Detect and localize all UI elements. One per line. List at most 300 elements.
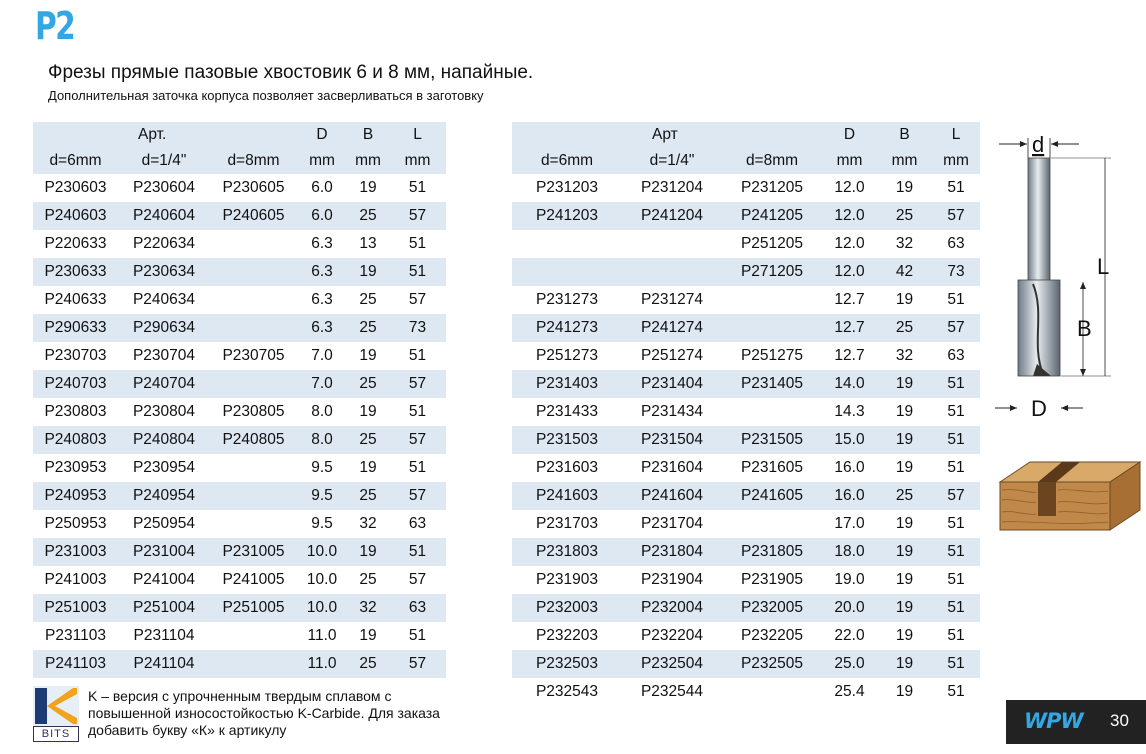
table-row [512,566,980,594]
cell-l: 51 [947,683,965,700]
dim-label-D: D [1031,396,1047,421]
cell-art-d8 [722,314,822,342]
cell-art-d6: P231003 [33,538,118,566]
cell-d: 12.7 [822,314,877,342]
table-row [512,482,980,510]
cell-art-d8: P271205 [722,258,822,286]
cell-l: 51 [932,370,980,398]
table-row [33,174,446,202]
cell-art-d14: P230634 [118,258,210,286]
table-header-row [512,122,980,148]
cell-art-d6: P290633 [33,314,118,342]
table-row [512,370,980,398]
table-row [512,678,980,706]
table-row [33,510,446,538]
cell-l: 57 [389,426,446,454]
cell-d: 12.7 [834,291,865,308]
cell-b: 25 [347,650,389,678]
cell-d: 25.4 [834,683,865,700]
cell-b: 19 [347,258,389,286]
cell-b: 25 [359,571,377,588]
cell-art-d14 [622,258,722,286]
cell-art-d8 [722,286,822,314]
cell-l: 57 [389,650,446,678]
header-b: B [347,122,389,148]
cell-d: 14.0 [822,370,877,398]
cell-d: 18.0 [822,538,877,566]
cell-art-d8 [722,510,822,538]
cell-d: 8.0 [311,403,333,420]
dim-label-L: L [1097,254,1110,279]
cell-art-d6: P231803 [512,538,622,566]
cell-art-d14: P231604 [640,459,704,476]
cell-l: 57 [389,202,446,230]
cell-b: 19 [895,291,914,308]
cell-l: 57 [408,291,427,308]
cell-art-d6: P241003 [44,571,107,588]
cell-l: 51 [408,403,427,420]
cell-l: 57 [408,571,427,588]
cell-art-d14: P232504 [622,650,722,678]
cell-art-d14: P232004 [622,594,722,622]
cell-art-d14: P231904 [640,571,704,588]
cell-l: 51 [389,538,446,566]
cell-b: 32 [347,594,389,622]
cell-art-d8: P240605 [210,202,297,230]
cell-art-d14: P240804 [118,426,210,454]
subheader-unit-d: mm [297,148,347,174]
cell-art-d6: P230633 [33,258,118,286]
cell-art-d14: P230804 [132,403,196,420]
table-row [512,594,980,622]
table-row [33,566,446,594]
cell-b: 25 [347,370,389,398]
shank-shape [1028,158,1050,282]
cell-d: 6.0 [297,202,347,230]
cell-b: 25 [877,202,932,230]
cell-b: 19 [895,459,914,476]
table-row [33,314,446,342]
cell-art-d6: P231603 [535,459,599,476]
table-row [512,314,980,342]
router-bit-diagram [993,124,1110,424]
table-header-row [33,122,446,148]
brand-logo: WPW [1024,709,1083,733]
cell-d: 11.0 [297,650,347,678]
cell-l: 51 [947,459,965,476]
cell-b: 25 [347,482,389,510]
cell-b: 25 [877,482,932,510]
cell-art-d14: P231704 [640,515,704,532]
header-l: L [389,122,446,148]
header-art: Арт. [118,122,210,148]
cell-art-d8: P251205 [740,235,804,252]
cell-b: 19 [895,515,914,532]
subheader-unit-l: mm [389,148,446,174]
cell-art-d8 [210,314,297,342]
page-subtitle: Дополнительная заточка корпуса позволяет засверливаться в заготовку [48,88,484,103]
cell-art-d6: P251273 [535,347,599,364]
cell-l: 51 [947,179,965,196]
cell-art-d8 [210,230,297,258]
cell-d: 12.0 [822,258,877,286]
cell-b: 13 [359,235,377,252]
cell-b: 19 [877,370,932,398]
cell-d: 12.0 [834,235,865,252]
cell-d: 6.3 [297,314,347,342]
cell-d: 10.0 [297,538,347,566]
cell-art-d6: P231503 [512,426,622,454]
table-row [512,622,980,650]
cell-art-d8 [210,622,297,650]
cell-art-d8: P231505 [722,426,822,454]
page-title: Фрезы прямые пазовые хвостовик 6 и 8 мм, напайные. [48,62,534,83]
cell-art-d8: P231605 [740,459,804,476]
cell-l: 63 [389,594,446,622]
cell-d: 16.0 [834,459,865,476]
cell-l: 63 [408,515,427,532]
cell-d: 12.0 [834,179,865,196]
cell-d: 7.0 [297,370,347,398]
cell-art-d8: P230605 [222,179,285,196]
cell-art-d8: P231005 [210,538,297,566]
cell-art-d6 [512,230,622,258]
cell-d: 20.0 [822,594,877,622]
cell-b: 19 [347,538,389,566]
table-row [512,230,980,258]
cell-art-d14: P241104 [118,650,210,678]
cell-art-d14: P231274 [640,291,704,308]
cell-art-d8 [210,454,297,482]
table-row [512,174,980,202]
header-b: B [877,122,932,148]
cell-art-d6: P241203 [512,202,622,230]
header-art: Арт [622,122,722,148]
cell-art-d8: P231205 [740,179,804,196]
cell-d: 6.3 [311,235,333,252]
cell-b: 25 [347,426,389,454]
cell-d: 10.0 [306,571,338,588]
dim-label-B: B [1077,316,1092,341]
cell-b: 19 [895,403,914,420]
subheader-unit-l: mm [932,148,980,174]
cell-art-d6 [512,258,622,286]
cell-b: 19 [895,571,914,588]
cell-b: 19 [359,403,377,420]
subheader-d6: d=6mm [512,148,622,174]
table-row [33,230,446,258]
cell-art-d8: P231905 [740,571,804,588]
cell-d: 12.7 [834,347,865,364]
cell-l: 51 [408,235,427,252]
cell-art-d8: P240805 [210,426,297,454]
cell-d: 14.3 [834,403,865,420]
cell-art-d6: P231403 [512,370,622,398]
note-line: добавить букву «К» к артикулу [88,722,287,738]
cell-b: 19 [359,627,377,644]
table-row [512,258,980,286]
cell-art-d14: P231004 [118,538,210,566]
cell-b: 25 [347,314,389,342]
cell-art-d6: P231433 [535,403,599,420]
cell-b: 19 [877,594,932,622]
subheader-d8: d=8mm [722,148,822,174]
cell-art-d8: P230805 [222,403,285,420]
cell-l: 51 [947,403,965,420]
cell-art-d14: P251004 [118,594,210,622]
cell-art-d6: P220633 [44,235,107,252]
table-subheader-row [33,148,446,174]
cell-l: 73 [389,314,446,342]
cell-art-d8: P241605 [722,482,822,510]
cell-art-d14: P290634 [118,314,210,342]
cell-art-d14: P240954 [118,482,210,510]
cell-art-d14 [622,230,722,258]
cell-art-d14: P241204 [622,202,722,230]
cell-art-d6: P241273 [512,314,622,342]
cell-art-d14: P232544 [640,683,704,700]
cell-d: 6.0 [311,179,333,196]
cell-l: 51 [932,650,980,678]
cell-l: 51 [947,291,965,308]
subheader-d14: d=1/4" [118,148,210,174]
cell-b: 19 [895,179,914,196]
cell-b: 25 [359,291,377,308]
cell-art-d8 [722,398,822,426]
cell-art-d8: P231405 [722,370,822,398]
cell-art-d8 [210,258,297,286]
k-bits-logo [33,686,79,742]
table-row [33,622,446,650]
cell-b: 19 [359,459,377,476]
cell-art-d6: P230603 [44,179,107,196]
cell-art-d14: P231104 [133,627,195,644]
table-row [512,342,980,370]
cell-art-d14: P241604 [622,482,722,510]
cell-art-d8: P232005 [722,594,822,622]
cell-art-d8: P231805 [722,538,822,566]
cell-art-d6: P240603 [33,202,118,230]
cell-l: 73 [932,258,980,286]
table-row [33,650,446,678]
subheader-d8: d=8mm [210,148,297,174]
cell-b: 32 [895,235,914,252]
cell-art-d8 [210,286,297,314]
table-row [512,426,980,454]
cell-l: 63 [947,235,965,252]
left-spec-table [33,122,446,678]
table-row [512,398,980,426]
cell-art-d6: P232503 [512,650,622,678]
cell-art-d14: P230704 [132,347,196,364]
cell-art-d14: P241274 [622,314,722,342]
cell-art-d6: P231703 [535,515,599,532]
table-row [33,594,446,622]
cell-d: 7.0 [311,347,333,364]
cell-b: 25 [877,314,932,342]
cell-art-d6: P251003 [33,594,118,622]
cell-art-d8 [722,678,822,706]
table-row [33,370,446,398]
cell-art-d14: P231504 [622,426,722,454]
subheader-unit-b: mm [877,148,932,174]
cell-art-d6: P240633 [44,291,107,308]
cell-art-d14: P231404 [622,370,722,398]
cell-art-d14: P240604 [118,202,210,230]
cell-b: 32 [895,347,914,364]
cell-d: 9.5 [297,482,347,510]
cell-art-d6: P241103 [33,650,118,678]
cell-d: 19.0 [834,571,865,588]
subheader-d14: d=1/4" [622,148,722,174]
cell-art-d8: P251005 [210,594,297,622]
cell-l: 51 [408,459,427,476]
subheader-unit-b: mm [347,148,389,174]
note-line: повышенной износостойкостью K-Carbide. Для заказа [88,705,440,721]
cell-l: 57 [932,482,980,510]
cell-d: 10.0 [297,594,347,622]
cell-l: 51 [932,594,980,622]
cell-art-d14: P230604 [132,179,196,196]
table-row [33,286,446,314]
cell-art-d14: P240704 [118,370,210,398]
cell-b: 19 [877,650,932,678]
header-l: L [932,122,980,148]
cell-art-d6: P232203 [535,627,599,644]
cell-l: 51 [947,627,965,644]
cell-art-d6: P231273 [535,291,599,308]
cell-art-d14: P232204 [640,627,704,644]
subheader-unit-d: mm [822,148,877,174]
cell-l: 51 [947,571,965,588]
cell-d: 12.0 [822,202,877,230]
page-number: 30 [1110,711,1129,730]
section-code: P2 [35,4,75,48]
cell-b: 32 [359,515,377,532]
cell-art-d8: P232505 [722,650,822,678]
cell-art-d14: P220634 [132,235,196,252]
header-d: D [822,122,877,148]
cell-art-d14: P231434 [640,403,704,420]
cell-art-d14: P251274 [640,347,704,364]
table-row [33,426,446,454]
cell-d: 6.3 [311,291,333,308]
cell-art-d8: P251275 [740,347,804,364]
cell-b: 19 [895,683,914,700]
cell-art-d6: P232543 [535,683,599,700]
cell-art-d8 [210,650,297,678]
cell-b: 19 [877,426,932,454]
cell-art-d6: P232003 [512,594,622,622]
footer-brand-box [1006,700,1146,744]
cell-art-d14: P231204 [640,179,704,196]
cell-art-d14: P231804 [622,538,722,566]
cell-l: 63 [947,347,965,364]
cell-art-d6: P230803 [44,403,107,420]
cell-art-d6: P250953 [44,515,107,532]
cell-art-d8 [210,370,297,398]
table-row [33,454,446,482]
cell-l: 51 [408,347,427,364]
cell-d: 9.5 [311,515,333,532]
k-logo-icon [33,686,79,726]
cell-art-d6: P240953 [33,482,118,510]
cell-l: 57 [932,314,980,342]
cell-art-d14: P250954 [132,515,196,532]
cell-art-d6: P241603 [512,482,622,510]
table-row [33,482,446,510]
table-row [512,510,980,538]
cell-d: 17.0 [834,515,865,532]
cell-b: 19 [359,179,377,196]
cell-art-d6: P230953 [44,459,107,476]
cell-d: 9.5 [311,459,333,476]
cell-art-d6: P231203 [535,179,599,196]
cell-art-d6: P231103 [45,627,106,644]
cell-b: 19 [359,347,377,364]
table-row [33,342,446,370]
table-row [33,398,446,426]
table-row [512,538,980,566]
cell-art-d8 [210,510,297,538]
table-row [33,538,446,566]
cell-art-d8 [210,482,297,510]
table-row [512,202,980,230]
cell-b: 19 [895,627,914,644]
cell-l: 51 [408,179,427,196]
dim-label-d: d [1032,132,1045,157]
cell-art-d6: P231903 [535,571,599,588]
cell-d: 8.0 [297,426,347,454]
table-row [512,650,980,678]
cell-art-d14: P241004 [132,571,196,588]
table-row [33,202,446,230]
table-row [512,286,980,314]
cell-d: 6.3 [297,258,347,286]
table-row [512,454,980,482]
cell-l: 51 [932,426,980,454]
table-subheader-row [512,148,980,174]
cell-l: 51 [389,258,446,286]
cell-l: 51 [947,515,965,532]
cell-d: 25.0 [822,650,877,678]
k-logo-text: BITS [33,726,79,742]
cell-art-d14: P240634 [132,291,196,308]
cell-d: 22.0 [834,627,865,644]
cell-b: 19 [877,538,932,566]
note-line: K – версия с упрочненным твердым сплавом с [88,688,392,704]
cell-art-d6: P230703 [44,347,107,364]
cell-l: 51 [932,538,980,566]
cell-d: 11.0 [307,627,337,644]
cell-b: 42 [877,258,932,286]
cell-art-d6: P240803 [33,426,118,454]
cell-l: 57 [932,202,980,230]
k-carbide-note [88,688,518,739]
cell-art-d14: P230954 [132,459,196,476]
cell-art-d8: P230705 [222,347,285,364]
right-spec-table [512,122,980,706]
cell-art-d8: P241205 [722,202,822,230]
cell-d: 15.0 [822,426,877,454]
cell-art-d8: P232205 [740,627,804,644]
cell-l: 57 [389,482,446,510]
cell-d: 16.0 [822,482,877,510]
cell-art-d6: P240703 [33,370,118,398]
cell-art-d8: P241005 [222,571,285,588]
cell-b: 25 [347,202,389,230]
cell-l: 57 [389,370,446,398]
